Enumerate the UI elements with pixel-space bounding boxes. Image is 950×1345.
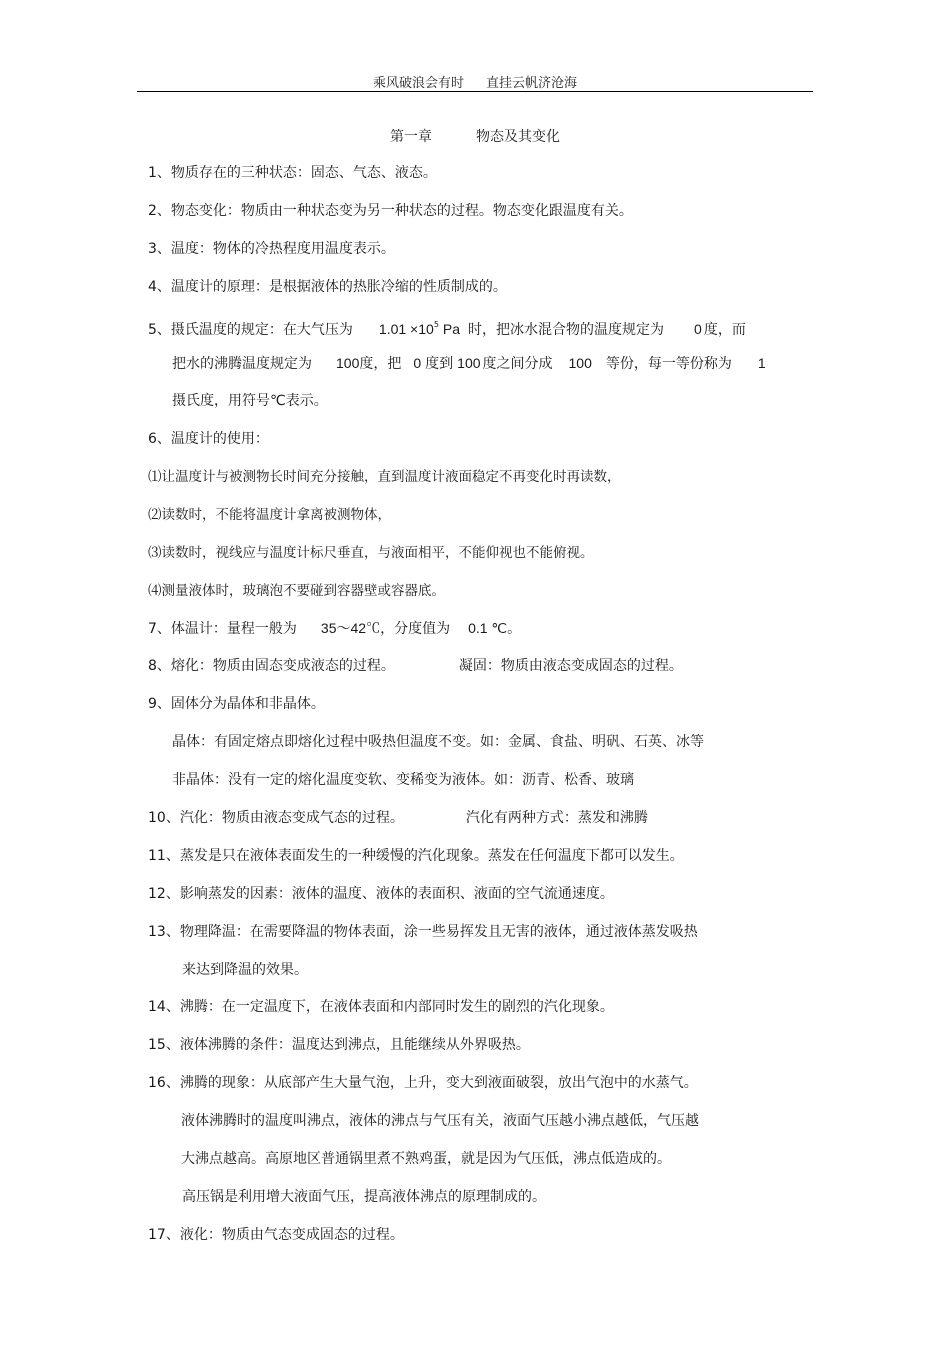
chapter-name: 物态及其变化 (476, 129, 560, 145)
item-5-text-f: 度到 (425, 356, 454, 372)
range-start-value: 0 (413, 355, 422, 371)
item-6-sub-2: ⑵读数时，不能将温度计拿离被测物体， (148, 507, 391, 523)
item-5-text-c: 度，而 (703, 322, 746, 338)
item-8-solidifying: 凝固：物质由液态变成固态的过程。 (458, 658, 683, 674)
item-6-sub-3: ⑶读数时，视线应与温度计标尺垂直，与液面相平，不能仰视也不能俯视。 (148, 545, 594, 561)
pressure-unit: Pa (442, 321, 461, 337)
item-17: 17、液化：物质由气态变成固态的过程。 (148, 1227, 404, 1243)
item-5-line-1 (148, 316, 746, 339)
item-10 (148, 809, 648, 827)
item-5-line-2 (172, 354, 766, 373)
item-16-cont-3: 高压锅是利用增大液面气压，提高液体沸点的原理制成的。 (182, 1189, 546, 1205)
item-9-amorphous: 非晶体：没有一定的熔化温度变软、变稀变为液体。如：沥青、松香、玻璃 (172, 772, 634, 788)
item-5-text-e: 度，把 (359, 356, 402, 372)
item-9-crystal: 晶体：有固定熔点即熔化过程中吸热但温度不变。如：金属、食盐、明矾、石英、冰等 (172, 734, 704, 750)
item-13: 13、物理降温：在需要降温的物体表面，涂一些易挥发且无害的液体，通过液体蒸发吸热 (148, 924, 698, 940)
item-5-text-h: 等份，每一等份称为 (605, 356, 732, 372)
item-5-line-3: 摄氏度，用符号℃表示。 (172, 393, 328, 409)
chapter-number: 第一章 (390, 129, 432, 145)
item-2: 2、物态变化：物质由一种状态变为另一种状态的过程。物态变化跟温度有关。 (148, 203, 633, 219)
item-1: 1、物质存在的三种状态：固态、气态、液态。 (148, 165, 437, 181)
item-5-text-a: 5、摄氏温度的规定：在大气压为 (148, 322, 353, 338)
item-12: 12、影响蒸发的因素：液体的温度、液体的表面积、液面的空气流通速度。 (148, 886, 614, 902)
item-6-sub-4: ⑷测量液体时，玻璃泡不要碰到容器壁或容器底。 (148, 583, 445, 599)
unit-value: 1 (757, 355, 766, 371)
thermometer-division: 0.1 ℃。 (468, 620, 522, 636)
header-motto-2: 直挂云帆济沧海 (486, 76, 578, 91)
page-header (0, 72, 950, 91)
header-divider (137, 91, 813, 92)
item-11: 11、蒸发是只在液体表面发生的一种缓慢的汽化现象。蒸发在任何温度下都可以发生。 (148, 848, 684, 864)
item-8 (148, 657, 683, 675)
item-13-cont: 来达到降温的效果。 (182, 962, 308, 978)
item-16-cont-1: 液体沸腾时的温度叫沸点，液体的沸点与气压有关，液面气压越小沸点越低，气压越 (181, 1113, 699, 1129)
item-3: 3、温度：物体的冷热程度用温度表示。 (148, 241, 395, 257)
item-10-methods: 汽化有两种方式：蒸发和沸腾 (465, 810, 648, 826)
item-5-text-g: 度之间分成 (482, 356, 553, 372)
thermometer-range: 35～42℃，分度值为 (320, 620, 451, 636)
pressure-value: 1.01 ×10 (378, 321, 434, 337)
range-end-value: 100 (457, 355, 481, 371)
boiling-point-value: 100 (336, 355, 360, 371)
item-5-text-d: 把水的沸腾温度规定为 (172, 356, 312, 372)
item-6: 6、温度计的使用： (148, 431, 269, 447)
pressure-exponent: 5 (433, 320, 439, 329)
item-8-melting: 8、熔化：物质由固态变成液态的过程。 (148, 658, 395, 674)
item-6-sub-1: ⑴让温度计与被测物长时间充分接触，直到温度计液面稳定不再变化时再读数， (148, 469, 621, 485)
freezing-point-value: 0 (694, 321, 702, 337)
divisions-value: 100 (568, 355, 592, 371)
item-5-text-b: 时，把冰水混合物的温度规定为 (468, 322, 665, 338)
chapter-title (0, 126, 950, 146)
item-10-vaporization: 10、汽化：物质由液态变成气态的过程。 (148, 810, 404, 826)
item-15: 15、液体沸腾的条件：温度达到沸点，且能继续从外界吸热。 (148, 1037, 530, 1053)
item-4: 4、温度计的原理：是根据液体的热胀冷缩的性质制成的。 (148, 279, 507, 295)
header-motto-1: 乘风破浪会有时 (372, 76, 464, 91)
item-7 (148, 619, 521, 638)
item-16: 16、沸腾的现象：从底部产生大量气泡，上升，变大到液面破裂，放出气泡中的水蒸气。 (148, 1075, 698, 1091)
item-16-cont-2: 大沸点越高。高原地区普通锅里煮不熟鸡蛋，就是因为气压低，沸点低造成的。 (181, 1151, 671, 1167)
item-9: 9、固体分为晶体和非晶体。 (148, 696, 325, 712)
item-7-text: 7、体温计：量程一般为 (148, 621, 297, 637)
item-14: 14、沸腾：在一定温度下，在液体表面和内部同时发生的剧烈的汽化现象。 (148, 999, 614, 1015)
